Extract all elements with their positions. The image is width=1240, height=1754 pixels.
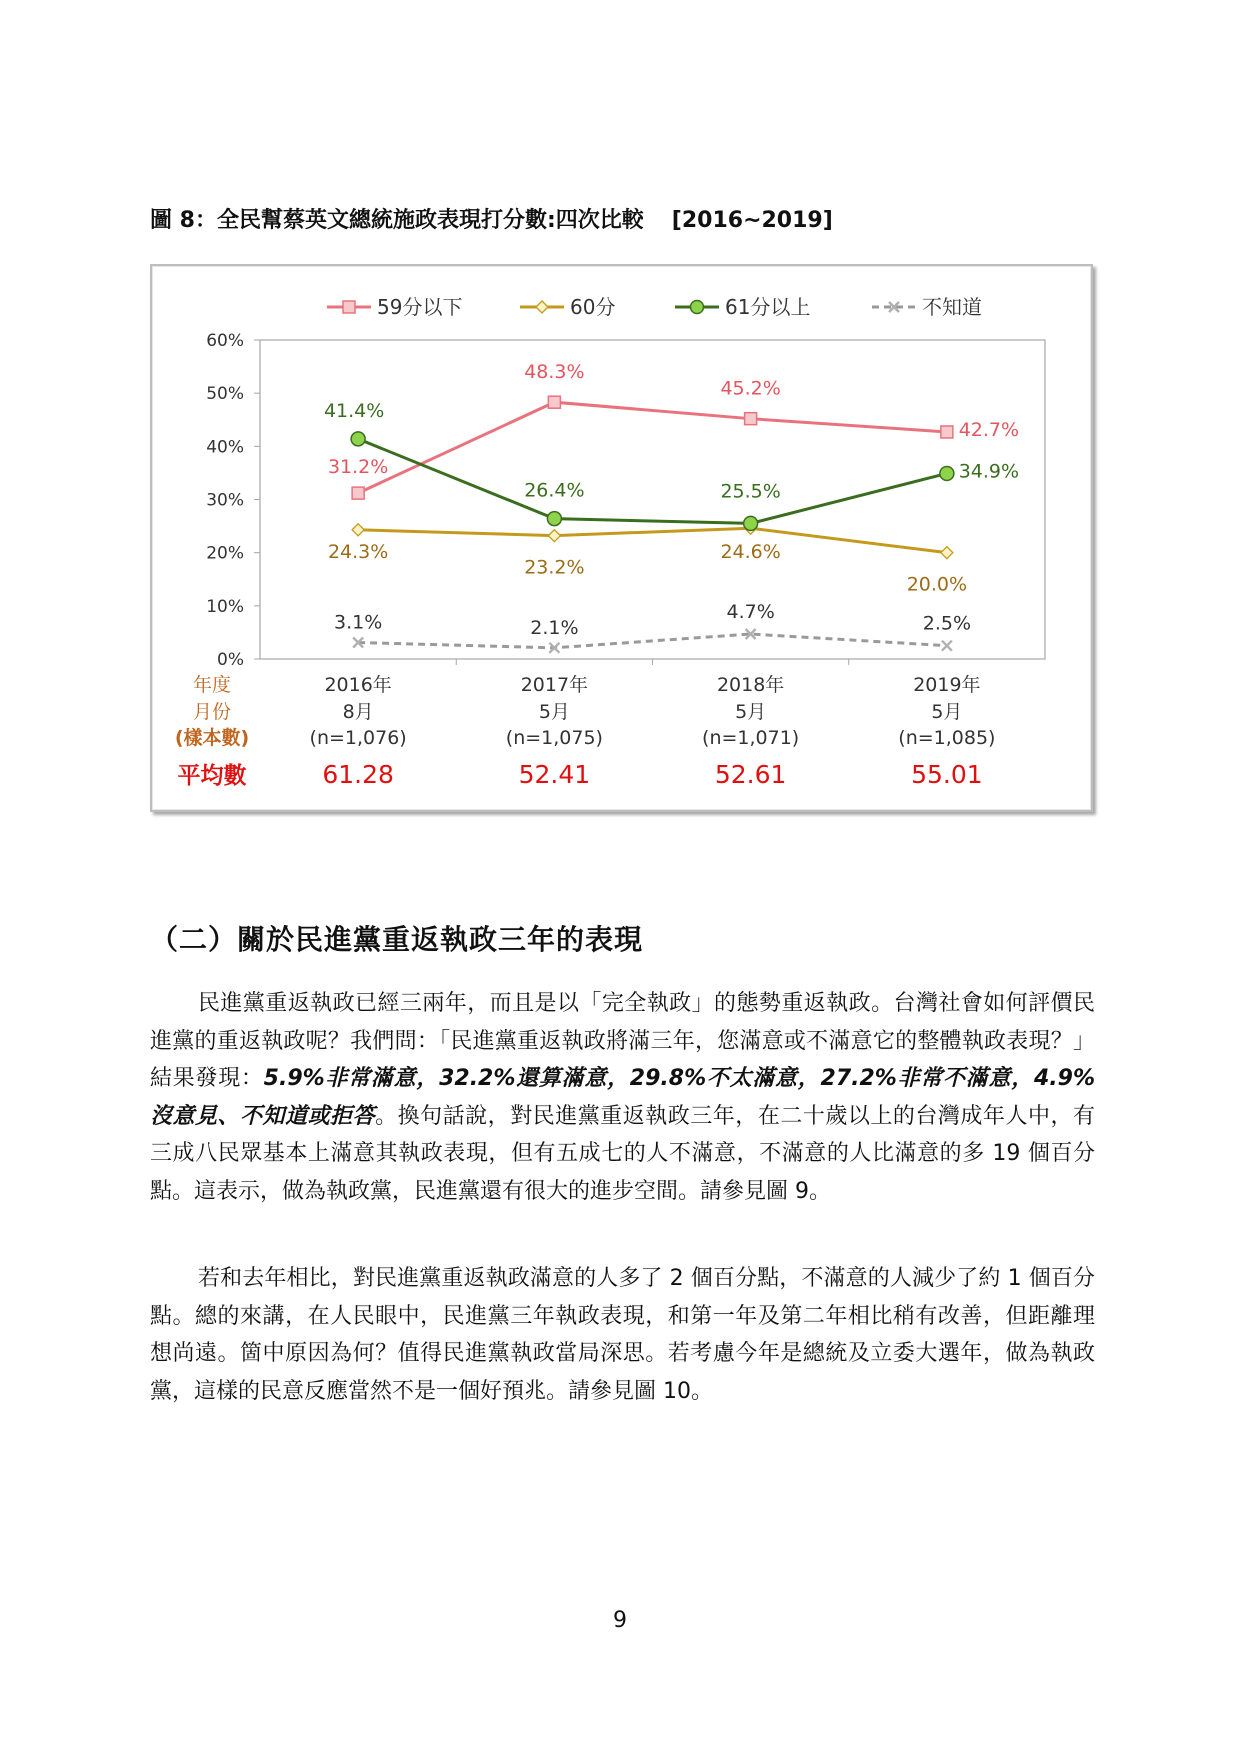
figure-range: [2016~2019] — [671, 208, 833, 233]
x-tick-label: 2019年 — [913, 674, 981, 696]
table-row-header: 年度 — [192, 674, 232, 696]
x-tick-label: 2018年 — [716, 674, 785, 696]
data-label: 26.4% — [524, 479, 585, 502]
data-label: 4.7% — [726, 601, 775, 624]
series-point — [745, 413, 757, 425]
page-number: 9 — [613, 1608, 627, 1633]
legend-label: 60分 — [570, 295, 616, 319]
series-point — [352, 487, 364, 499]
y-tick-label: 50% — [206, 384, 244, 405]
y-tick-label: 0% — [217, 650, 244, 670]
data-label: 42.7% — [958, 418, 1020, 441]
x-tick-label: 2016年 — [324, 674, 392, 696]
legend-label: 59分以下 — [377, 295, 463, 319]
paragraph-1-emphasis: 5.9%非常滿意，32.2%還算滿意，29.8%不太滿意，27.2%非常不滿意，4.9%沒意見、不知道或拒答 — [150, 1066, 1095, 1129]
x-tick-label: 2017年 — [520, 674, 589, 696]
paragraph-2: 若和去年相比，對民進黨重返執政滿意的人多了 2 個百分點，不滿意的人減少了約 1 個百分點。總的來講，在人民眼中，民進黨三年執政表現，和第一年及第二年相比稍有改善，但距離理想尚遠。箇中原因為何？值得民進黨執政當局深思。若考慮今年是總統及立委大選年，做為執政黨，這樣的民意反應當然不是一個好預兆。請參見圖 10。 — [150, 1266, 1095, 1404]
legend-marker — [691, 301, 704, 314]
legend-label: 不知道 — [922, 295, 982, 319]
average-value: 61.28 — [322, 760, 394, 789]
legend-marker — [343, 301, 355, 313]
section-heading: （二）關於民進黨重返執政三年的表現 — [150, 923, 644, 956]
data-label: 3.1% — [333, 611, 383, 634]
series-point — [548, 396, 560, 408]
series-point — [351, 432, 365, 446]
figure-title — [150, 203, 833, 234]
data-label: 48.3% — [524, 361, 585, 384]
paragraph-1-text-b: 。換句話說，對民進黨重返執政三年，在二十歲以上的台灣成年人中，有三成八民眾基本上滿意其執政表現，但有五成七的人不滿意，不滿意的人比滿意的多 19 個百分點。這表示，做為執政黨，民進黨還有很大的進步空間。請參見圖 9。 — [150, 1103, 1095, 1204]
y-tick-label: 20% — [206, 543, 244, 564]
paragraph-1 — [150, 985, 1095, 1210]
series-point — [940, 466, 954, 480]
data-label: 23.2% — [524, 556, 585, 579]
table-row-header: (樣本數) — [174, 727, 250, 749]
legend-marker — [536, 301, 548, 313]
series-point — [547, 512, 561, 526]
average-value: 52.61 — [714, 760, 787, 789]
data-label: 41.4% — [323, 399, 385, 422]
sample-label: (n=1,076) — [309, 727, 407, 749]
y-tick-label: 10% — [206, 596, 244, 617]
month-label: 5月 — [538, 701, 570, 723]
series-point — [744, 516, 758, 530]
y-tick-label: 40% — [206, 437, 244, 458]
average-value: 52.41 — [518, 760, 591, 789]
month-label: 5月 — [931, 701, 963, 723]
data-label: 2.1% — [530, 616, 579, 639]
average-header: 平均數 — [177, 763, 247, 789]
data-label: 20.0% — [906, 573, 968, 596]
figure-label: 圖 8： — [150, 208, 217, 233]
y-tick-label: 30% — [206, 490, 244, 511]
month-label: 5月 — [735, 701, 767, 723]
legend-label: 61分以上 — [725, 295, 811, 319]
data-label: 45.2% — [720, 377, 781, 400]
data-label: 24.3% — [327, 540, 389, 563]
y-tick-label: 60% — [206, 331, 244, 351]
average-value: 55.01 — [911, 760, 983, 789]
sample-label: (n=1,075) — [505, 727, 603, 749]
table-row-header: 月份 — [192, 701, 232, 723]
data-label: 24.6% — [720, 541, 781, 564]
data-label: 2.5% — [922, 612, 972, 635]
month-label: 8月 — [342, 701, 374, 723]
data-label: 25.5% — [720, 480, 781, 503]
paragraph-1-text-a: 民進黨重返執政已經三兩年，而且是以「完全執政」的態勢重返執政。台灣社會如何評價民進黨的重返執政呢？我們問：「民進黨重返執政將滿三年，您滿意或不滿意它的整體執政表現？」結果發現： — [150, 991, 1095, 1091]
figure-title-text: 全民幫蔡英文總統施政表現打分數:四次比較 — [216, 208, 644, 233]
sample-label: (n=1,085) — [898, 727, 996, 749]
sample-label: (n=1,071) — [702, 727, 800, 749]
data-label: 34.9% — [958, 460, 1020, 483]
data-label: 31.2% — [327, 456, 389, 479]
line-chart — [152, 266, 1091, 810]
chart-frame — [150, 264, 1093, 812]
series-point — [941, 426, 953, 438]
